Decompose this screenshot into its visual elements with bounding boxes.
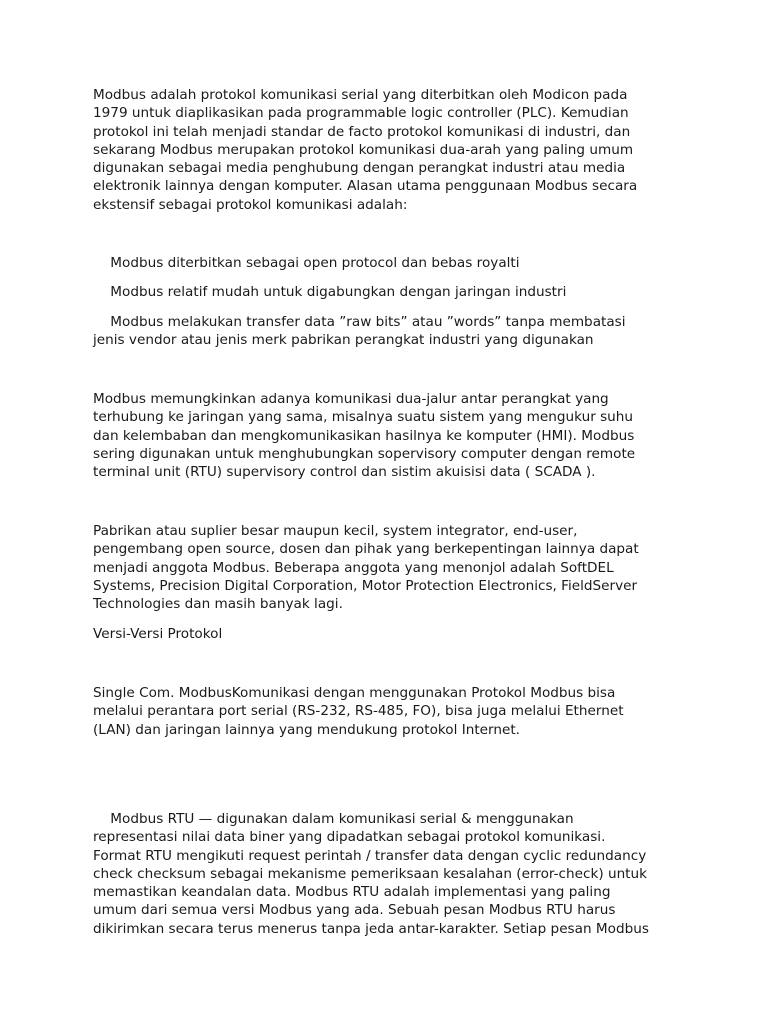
text-line: Modbus adalah protokol komunikasi serial yang diterbitkan oleh Modicon pada [93,87,628,103]
text-line: 1979 untuk diaplikasikan pada programmable logic controller (PLC). Kemudian [93,105,629,122]
text-line: Modbus diterbitkan sebagai open protocol dan bebas royalti [93,255,520,271]
text-line: (LAN) dan jaringan lainnya yang mendukung protokol Internet. [93,721,520,738]
text-line: terminal unit (RTU) supervisory control dan sistim akuisisi data ( SCADA ). [93,464,596,481]
text-line: check checksum sebagai mekanisme pemeriksaan kesalahan (error-check) untuk [93,865,647,882]
section-heading [93,625,693,643]
text-line: pengembang open source, dosen dan pihak yang berkepentingan lainnya dapat [93,541,639,558]
text-line: Versi-Versi Protokol [93,626,223,642]
text-line: dan kelembaban dan mengkomunikasikan hasilnya ke komputer (HMI). Modbus [93,427,635,444]
text-line: menjadi anggota Modbus. Beberapa anggota yang menonjol adalah SoftDEL [93,559,614,576]
text-line: terhubung ke jaringan yang sama, misalnya suatu sistem yang mengukur suhu [93,409,634,426]
text-line: Modbus RTU — digunakan dalam komunikasi serial & menggunakan [93,811,574,827]
text-line: sering digunakan untuk menghubungkan sopervisory computer dengan remote [93,445,636,462]
text-line: elektronik lainnya dengan komputer. Alasan utama penggunaan Modbus secara [93,178,638,195]
text-line: Single Com. ModbusKomunikasi dengan menggunakan Protokol Modbus bisa [93,685,616,701]
text-line: Systems, Precision Digital Corporation, Motor Protection Electronics, FieldServer [93,577,638,594]
list-item [93,313,693,350]
text-line: sekarang Modbus merupakan protokol komunikasi dua-arah yang paling umum [93,141,634,158]
body-paragraph [93,684,693,739]
body-paragraph [93,810,693,938]
body-paragraph [93,522,693,613]
text-line: Technologies dan masih banyak lagi. [93,596,343,613]
text-line: memastikan keandalan data. Modbus RTU adalah implementasi yang paling [93,884,611,901]
text-line: melalui perantara port serial (RS-232, RS-485, FO), bisa juga melalui Ethernet [93,703,624,720]
text-line: umum dari semua versi Modbus yang ada. Sebuah pesan Modbus RTU harus [93,902,616,919]
text-line: jenis vendor atau jenis merk pabrikan perangkat industri yang digunakan [93,332,594,349]
text-line: ekstensif sebagai protokol komunikasi adalah: [93,196,408,213]
body-paragraph [93,390,693,481]
intro-paragraph [93,86,693,214]
list-item [93,283,693,301]
text-line: representasi nilai data biner yang dipadatkan sebagai protokol komunikasi. [93,829,606,846]
text-line: digunakan sebagai media penghubung dengan perangkat industri atau media [93,160,626,177]
text-line: Format RTU mengikuti request perintah / transfer data dengan cyclic redundancy [93,847,647,864]
text-line: dikirimkan secara terus menerus tanpa jeda antar-karakter. Setiap pesan Modbus [93,920,649,937]
list-item [93,254,693,272]
text-line: Modbus melakukan transfer data ”raw bits” atau ”words” tanpa membatasi [93,314,626,330]
text-line: Modbus relatif mudah untuk digabungkan dengan jaringan industri [93,284,567,300]
text-line: protokol ini telah menjadi standar de facto protokol komunikasi di industri, dan [93,123,631,140]
text-line: Pabrikan atau suplier besar maupun kecil, system integrator, end-user, [93,523,578,539]
text-line: Modbus memungkinkan adanya komunikasi dua-jalur antar perangkat yang [93,391,609,407]
